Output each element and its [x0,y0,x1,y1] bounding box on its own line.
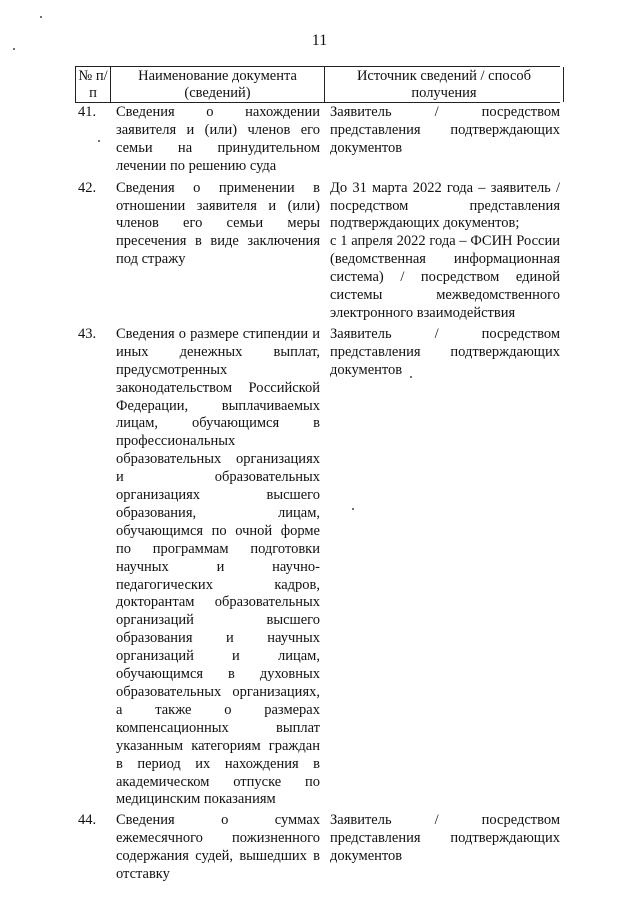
table-row [75,104,560,176]
table-row [75,812,560,884]
row-source [322,104,560,176]
header-source: Источник сведений / способ получения [325,67,564,102]
documents-table [75,66,560,884]
row-number: 44. [78,812,97,829]
row-number: 43. [78,325,97,342]
row-source-text: с 1 апреля 2022 года – ФСИН России (ведомственная информационная система) / посредством единой системы межведомственного электронного взаимодействия [330,233,560,321]
table-row [75,180,560,323]
header-number: № п/п [75,67,111,102]
scan-speck [40,16,42,18]
row-source-text: Заявитель / посредством представления подтверждающих документов [330,812,560,865]
row-document-name: Сведения о применении в отношении заявителя и (или) членов его семьи меры пресечения в виде заключения под стражу [116,179,320,268]
row-number: 41. [78,104,97,120]
row-source [322,812,560,884]
row-source-text: До 31 марта 2022 года – заявитель / посредством представления подтверждающих документов; [330,179,560,232]
scan-speck [352,508,354,510]
header-document-name: Наименование документа (сведений) [111,67,325,102]
page-number: 11 [311,32,328,49]
row-number: 42. [78,179,97,196]
scan-speck [98,140,100,142]
row-document-name: Сведения о нахождении заявителя и (или) членов его семьи на принудительном лечении по решению суда [116,104,320,174]
row-source-text: Заявитель / посредством представления подтверждающих документов [330,325,560,378]
row-source-text: Заявитель / посредством представления подтверждающих документов [330,104,560,156]
row-source [322,180,560,323]
row-document-name: Сведения о размере стипендии и иных денежных выплат, предусмотренных законодательством Российской Федерации, выплачиваемых лицам, обучающимся в профессиональных образовательных организациях и образовательных организациях высшего образования, лицам, обучающимся по очной форме по программам подготовки научных и научно-педагогических кадров, докторантам образовательных организаций высшего образования и научных организаций и лицам, обучающимся в духовных образовательных организациях, а также о размерах компенсационных выплат указанным категориям граждан в период их нахождения в академическом отпуске по медицинским показаниям [116,325,320,808]
row-source [322,326,560,809]
row-document-name: Сведения о суммах ежемесячного пожизненного содержания судей, вышедших в отставку [116,812,320,883]
scan-speck [13,48,15,50]
table-header [75,66,560,103]
table-row [75,326,560,809]
scan-speck [410,376,412,378]
